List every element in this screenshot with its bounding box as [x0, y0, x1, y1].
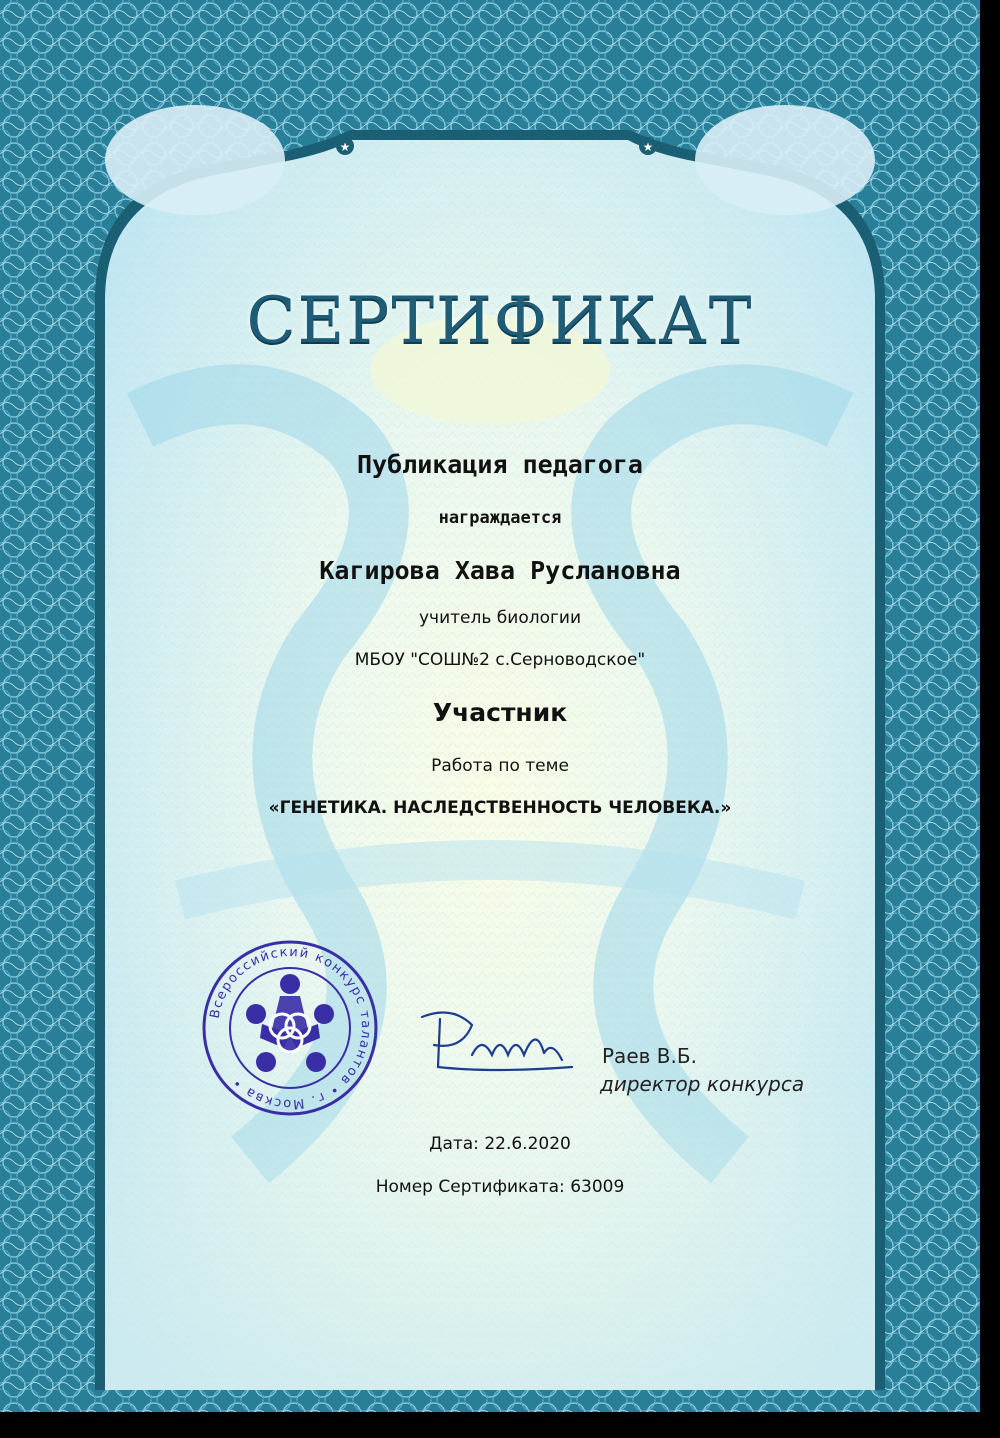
contest-seal [200, 938, 380, 1118]
seal-text: Всероссийский конкурс талантов • г. Москва • [207, 944, 374, 1112]
awarded-label: награждается [438, 508, 562, 528]
seal-emblem-icon [246, 974, 334, 1072]
signer-name: Раев В.Б. [602, 1044, 697, 1068]
date-label: Дата: [429, 1134, 479, 1154]
svg-text:★: ★ [642, 140, 654, 154]
number-label: Номер Сертификата: [375, 1177, 565, 1197]
recipient-name: Кагирова Хава Руслановна [319, 556, 681, 585]
director-signature [412, 1005, 582, 1085]
certificate-title: СЕРТИФИКАТ [246, 284, 754, 358]
recipient-school: МБОУ "СОШ№2 с.Серноводское" [354, 650, 646, 670]
date-value: 22.6.2020 [484, 1134, 571, 1154]
certificate-date [0, 1134, 980, 1154]
publisher-name: Публикация педагога [357, 450, 643, 479]
signer-role: директор конкурса [600, 1072, 805, 1096]
work-title: «ГЕНЕТИКА. НАСЛЕДСТВЕННОСТЬ ЧЕЛОВЕКА.» [268, 798, 732, 818]
number-value: 63009 [570, 1177, 625, 1197]
svg-text:★: ★ [339, 140, 351, 154]
participation-status: Участник [432, 698, 568, 727]
recipient-position: учитель биологии [418, 608, 582, 628]
work-label: Работа по теме [431, 756, 569, 776]
certificate-number [0, 1177, 980, 1197]
